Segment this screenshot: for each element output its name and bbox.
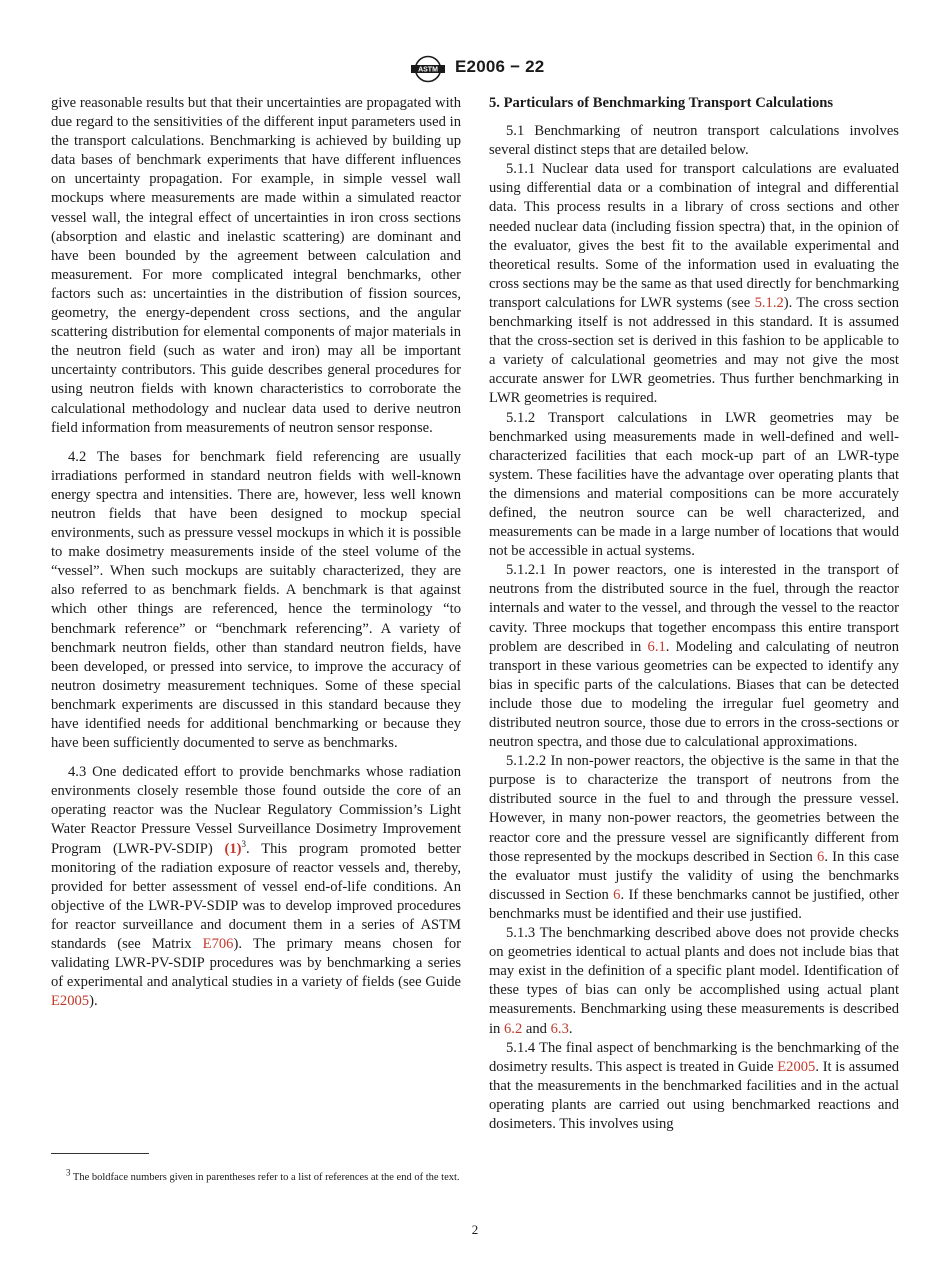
paragraph-4-2: 4.2 The bases for benchmark field referencing are usually irradiations performed in standard neutron fields with well-known energy spectra and intensities. There are, however, less well known neutron fields that have been designed to mockup special environments, such as pressure vessel mockups in which it is possible to make dosimetry measurements inside of the steel volume of the “vessel”. When such mockups are suitably characterized, they are also referred to as benchmark fields. A benchmark is that against which other things are referenced, hence the terminology “to benchmark reference” or “benchmark referencing”. A variety of benchmark neutron fields, other than standard neutron fields, have been developed, or pressed into service, to improve the accuracy of neutron dosimetry measurement techniques. Some of these special benchmark experiments are discussed in this standard because they have identified needs for additional benchmarking or because they have been sufficiently documented to serve as benchmarks.	[51, 448, 461, 752]
reference-link-1[interactable]: (1)	[224, 840, 242, 857]
link-6-2[interactable]: 6.2	[504, 1020, 523, 1037]
paragraph-5-1-2: 5.1.2 Transport calculations in LWR geometries may be benchmarked using measurements made in well-defined and well-characterized facilities that each mock-up part of an LWR-type system. These facilities have the advantage over operating plants that the dimensions and material compositions can be more accurately defined, the neutron source can be well characterized, and measurements can be made in a large number of locations that would not be accessible in actual systems.	[489, 409, 899, 560]
paragraph-4-3: 4.3 One dedicated effort to provide benchmarks whose radiation environments closely resemble those found outside the core of an operating reactor was the Nuclear Regulatory Commission’s Light Water Reactor Pressure Vessel Surveillance Dosimetry Improvement Program (LWR-PV-SDIP) $(1)^3$. This program promoted better monitoring of the radiation exposure of reactor vessels and, thereby, provided for better assessment of vessel end-of-life conditions. An objective of the LWR-PV-SDIP was to develop improved procedures for reactor surveillance and document them in a series of ASTM standards (see Matrix E706). The primary means chosen for validating LWR-PV-SDIP procedures was by benchmarking a series of experimental and analytical studies in a variety of fields (see Guide E2005).	[51, 764, 462, 1010]
link-e706[interactable]: E706	[202, 936, 234, 953]
paragraph-5-1-4: 5.1.4 The final aspect of benchmarking is the benchmarking of the dosimetry results. This aspect is treated in Guide E2005. It is assumed that the measurements in the benchmarked facilities and in the actual operating plants are carried out using benchmarked reactions and dosimeters. This involves using	[489, 1039, 899, 1132]
page-header	[0, 54, 950, 84]
footnote-marker: 3	[241, 838, 247, 849]
link-section-6-second[interactable]: 6	[613, 886, 621, 903]
link-e2005[interactable]: E2005	[51, 993, 90, 1010]
paragraph-5-1-1: 5.1.1 Nuclear data used for transport calculations are evaluated using differential data or a combination of integral and differential data. This process results in a library of cross sections and other needed nuclear data (including fission spectra) that, in the opinion of the evaluator, gives the best fit to the available experimental and theoretical results. Some of the information used in evaluating the cross sections may be the same as that used directly for benchmarking transport calculations for LWR systems (see 5.1.2). The cross section benchmarking itself is not addressed in this standard. It is assumed that the cross-section set is derived in this fashion to be applicable to a variety of calculational geometries and may not give the most accurate answer for LWR geometries. Thus further benchmarking in LWR geometries is required.	[489, 161, 899, 407]
svg-text:ASTM: ASTM	[418, 66, 438, 74]
footnote-divider	[51, 1153, 149, 1154]
paragraph-5-1-2-1: 5.1.2.1 In power reactors, one is interested in the transport of neutrons from the distributed source in the fuel, through the reactor internals and water to the vessel, and through the vessel to the reactor cavity. Three mockups that together encompass this entire transport problem are described in 6.1. Modeling and calculating of neutron transport in these various geometries can be expected to identify any bias in specific parts of the calculations. Biases that can be detected include those due to modeling the irregular fuel geometry and distributed neutron source, those due to errors in the cross-sections or neutron spectra, and those due to calculational approximations.	[489, 562, 900, 751]
page-number: 2	[471, 1222, 479, 1237]
right-column	[489, 94, 899, 1134]
footnote: $^3$ The boldface numbers given in parentheses refer to a list of references at the end of the text.	[66, 1167, 460, 1183]
standard-designation: E2006 − 22	[455, 57, 545, 76]
link-e2005-guide[interactable]: E2005	[777, 1058, 816, 1075]
paragraph-5-1-3: 5.1.3 The benchmarking described above does not provide checks on geometries identical to actual plants and does not include bias that may exist in the definition of a specific plant model. Identification of these types of bias can only be accomplished using actual plant measurements. Benchmarking using these measurements is described in 6.2 and 6.3.	[489, 925, 899, 1037]
astm-logo-icon	[408, 54, 448, 84]
paragraph-4-1-continued: give reasonable results but that their uncertainties are propagated with due regard to the sensitivities of the different input parameters used in the transport calculations. Benchmarking is achieved by building up data bases of benchmark experiments that have different influences on uncertainty propagation. For example, in simple vessel wall mockups where measurements are made within a simulated reactor vessel wall, the integral effect of uncertainties in iron cross sections (absorption and elastic and inelastic scattering) are dominant and have been bounded by the agreement between calculation and measurement. For more complicated integral benchmarks, other factors such as: uncertainties in the distribution of fission sources, geometry, the energy-dependent cross sections, and the angular scattering distribution for elemental components of major materials in the neutron field (such as water and iron) may all be important uncertainty contributors. This guide describes general procedures for using neutron fields with known characteristics to corroborate the calculational methodology and nuclear data used to derive neutron field information from measurements of neutron sensor response.	[51, 95, 461, 436]
section-5-heading: 5. Particulars of Benchmarking Transport Calculations	[489, 95, 834, 111]
paragraph-5-1-2-2: 5.1.2.2 In non-power reactors, the objective is the same in that the purpose is to characterize the transport of neutrons from the distributed source in the fuel to and through the pressure vessel. However, in many non-power reactors, the geometries between the reactor core and the pressure vessel are significantly different from those represented by the mockups described in Section 6. In this case the evaluator must justify the validity of using the benchmarks discussed in Section 6. If these benchmarks cannot be justified, other benchmarks must be identified and their use justified.	[489, 753, 899, 922]
link-6-1[interactable]: 6.1	[647, 638, 666, 655]
left-column	[51, 94, 461, 1011]
link-section-6[interactable]: 6	[817, 848, 825, 865]
link-5-1-2[interactable]: 5.1.2	[754, 294, 784, 311]
link-6-3[interactable]: 6.3	[550, 1020, 569, 1037]
paragraph-5-1: 5.1 Benchmarking of neutron transport calculations involves several distinct steps that are detailed below.	[489, 123, 899, 159]
